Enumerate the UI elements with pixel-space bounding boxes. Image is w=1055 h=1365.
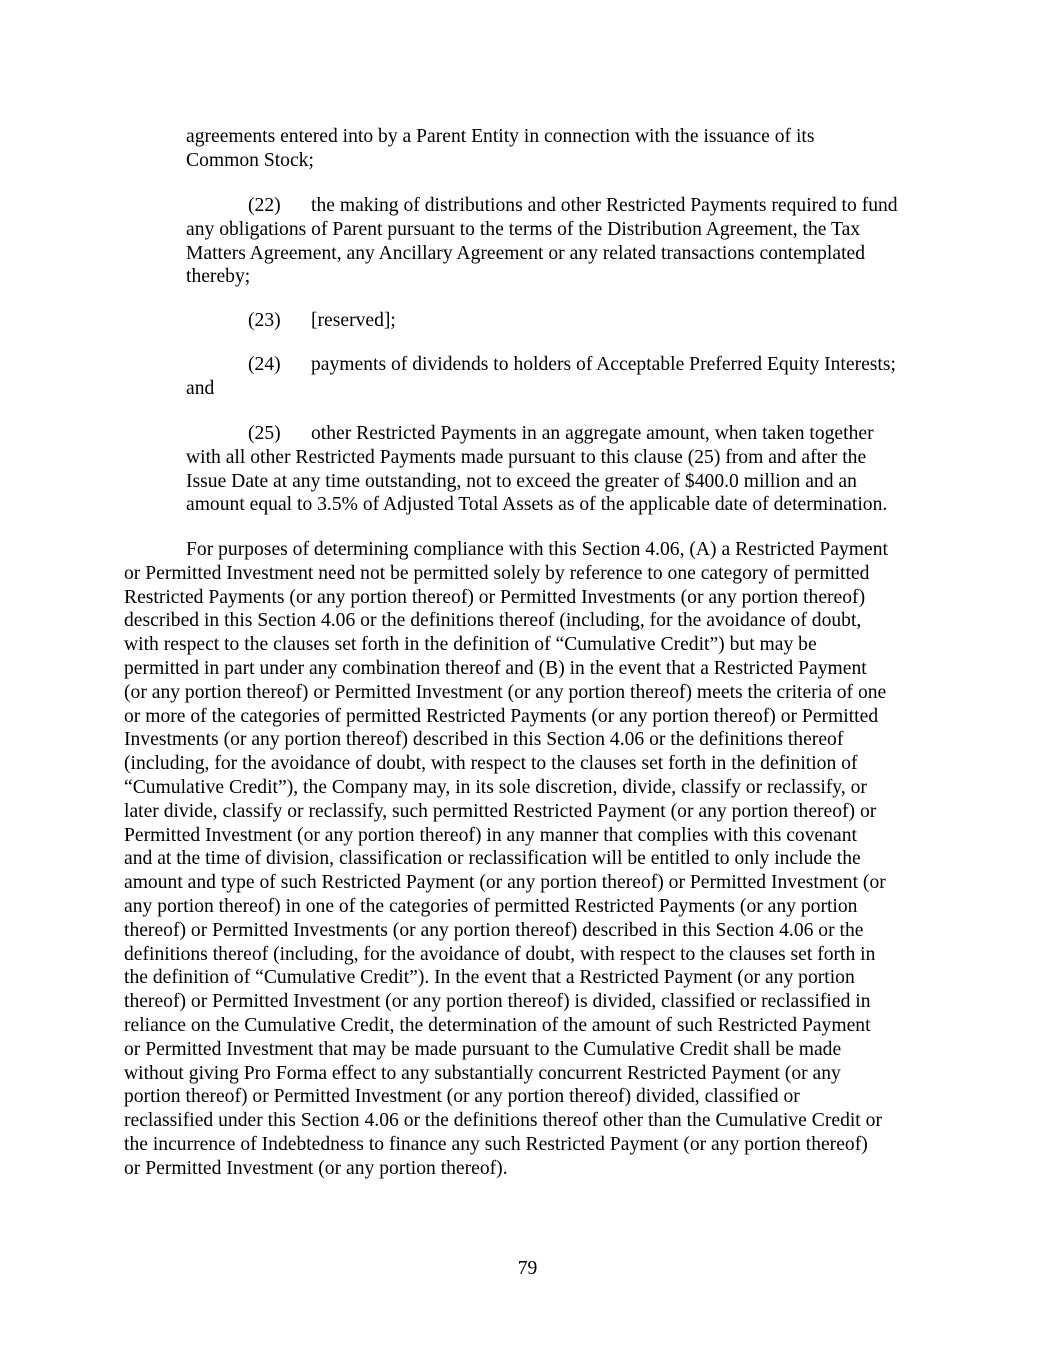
text-fragment: For purposes of determining compliance with this Section 4.06, (A) a Restricted Payment — [186, 539, 888, 560]
text-line: described in this Section 4.06 or the definitions thereof (including, for the avoidance of doubt, — [124, 610, 862, 632]
clause-24 — [186, 353, 896, 401]
text-line: Investments (or any portion thereof) described in this Section 4.06 or the definitions thereof — [124, 729, 844, 751]
text-line: and at the time of division, classification or reclassification will be entitled to only include the — [124, 848, 861, 870]
text-line: Matters Agreement, any Ancillary Agreement or any related transactions contemplated — [186, 242, 866, 264]
text-line: any portion thereof) in one of the categories of permitted Restricted Payments (or any portion — [124, 895, 858, 917]
text-line — [186, 194, 898, 218]
text-line: or more of the categories of permitted Restricted Payments (or any portion thereof) or Permitted — [124, 705, 879, 727]
text-line: reclassified under this Section 4.06 or the definitions thereof other than the Cumulative Credit or — [124, 1110, 882, 1132]
page-number: 79 — [517, 1258, 538, 1279]
clause-number: (23) — [248, 310, 281, 331]
text-line: with respect to the clauses set forth in the definition of “Cumulative Credit”) but may be — [124, 634, 817, 656]
text-line: definitions thereof (including, for the avoidance of doubt, with respect to the clauses set forth in — [124, 943, 876, 965]
text-line: reliance on the Cumulative Credit, the determination of the amount of such Restricted Payment — [124, 1014, 871, 1036]
text-line: Permitted Investment (or any portion thereof) in any manner that complies with this covenant — [124, 824, 857, 846]
clause-25 — [186, 422, 887, 517]
text-line: (including, for the avoidance of doubt, with respect to the clauses set forth in the definition of — [124, 753, 858, 775]
text-line: thereof) or Permitted Investments (or any portion thereof) described in this Section 4.06 or the — [124, 919, 864, 941]
text-fragment: payments of dividends to holders of Acceptable Preferred Equity Interests; — [311, 354, 896, 375]
text-line: or Permitted Investment need not be permitted solely by reference to one category of permitted — [124, 562, 870, 584]
text-line: the definition of “Cumulative Credit”). In the event that a Restricted Payment (or any portion — [124, 967, 855, 989]
text-line: (or any portion thereof) or Permitted Investment (or any portion thereof) meets the criteria of one — [124, 681, 887, 703]
text-line — [124, 538, 888, 562]
text-line: Common Stock; — [186, 149, 314, 171]
text-line: any obligations of Parent pursuant to the terms of the Distribution Agreement, the Tax — [186, 218, 861, 240]
text-line: Issue Date at any time outstanding, not to exceed the greater of $400.0 million and an — [186, 470, 857, 492]
text-line: portion thereof) or Permitted Investment (or any portion thereof) divided, classified or — [124, 1086, 800, 1108]
text-line: thereby; — [186, 266, 251, 288]
text-line: “Cumulative Credit”), the Company may, in its sole discretion, divide, classify or reclassify, or — [124, 776, 867, 798]
text-line — [186, 422, 887, 446]
text-fragment: the making of distributions and other Restricted Payments required to fund — [311, 195, 898, 216]
text-line: permitted in part under any combination thereof and (B) in the event that a Restricted Payment — [124, 657, 867, 679]
text-line: without giving Pro Forma effect to any substantially concurrent Restricted Payment (or any — [124, 1062, 841, 1084]
clause-22 — [186, 194, 898, 289]
text-line — [186, 309, 396, 333]
clause-number: (24) — [248, 354, 281, 375]
text-fragment: [reserved]; — [311, 310, 396, 331]
clause-23 — [186, 309, 396, 333]
clause-21-continuation — [186, 125, 814, 173]
text-line: agreements entered into by a Parent Entity in connection with the issuance of its — [186, 126, 815, 147]
text-line — [186, 353, 896, 377]
text-line: later divide, classify or reclassify, such permitted Restricted Payment (or any portion thereof) or — [124, 800, 877, 822]
text-line: amount and type of such Restricted Payment (or any portion thereof) or Permitted Investment (or — [124, 872, 886, 894]
text-line: with all other Restricted Payments made pursuant to this clause (25) from and after the — [186, 446, 867, 468]
text-line: or Permitted Investment that may be made pursuant to the Cumulative Credit shall be made — [124, 1038, 842, 1060]
text-fragment: other Restricted Payments in an aggregate amount, when taken together — [311, 423, 874, 444]
text-line: thereof) or Permitted Investment (or any portion thereof) is divided, classified or reclassified in — [124, 991, 871, 1013]
clause-number: (22) — [248, 195, 281, 216]
text-line: or Permitted Investment (or any portion thereof). — [124, 1157, 508, 1179]
text-line: Restricted Payments (or any portion thereof) or Permitted Investments (or any portion thereof) — [124, 586, 866, 608]
compliance-paragraph — [124, 538, 888, 1181]
text-line: the incurrence of Indebtedness to finance any such Restricted Payment (or any portion thereof) — [124, 1133, 868, 1155]
text-line: and — [186, 377, 215, 399]
clause-number: (25) — [248, 423, 281, 444]
text-line: amount equal to 3.5% of Adjusted Total Assets as of the applicable date of determination. — [186, 494, 888, 516]
